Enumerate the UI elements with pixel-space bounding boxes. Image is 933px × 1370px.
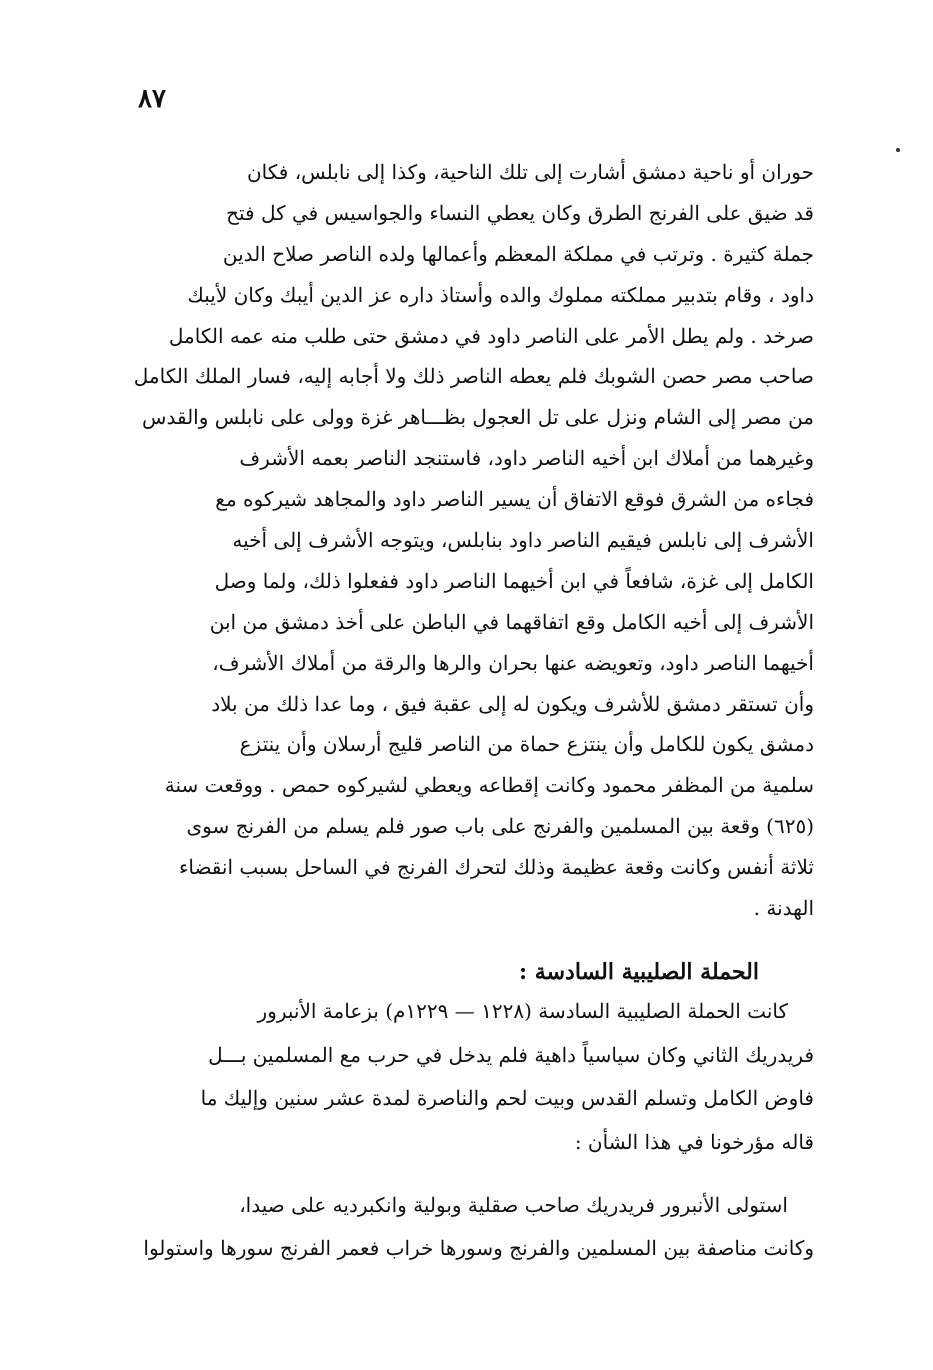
text-line: فجاءه من الشرق فوقع الاتفاق أن يسير الناصر داود والمجاهد شيركوه مع	[215, 487, 814, 512]
text-line: استولى الأنبرور فريدريك صاحب صقلية وبولية وانكبرديه على صيدا،	[239, 1193, 788, 1217]
section-heading: الحملة الصليبية السادسة :	[519, 959, 759, 985]
text-line: (٦٢٥) وقعة بين المسلمين والفرنج على باب صور فلم يسلم من الفرنج سوى	[186, 814, 814, 839]
text-line: قاله مؤرخونا في هذا الشأن :	[574, 1129, 814, 1154]
text-line: الأشرف إلى أخيه الكامل وقع اتفاقهما في الباطن على أخذ دمشق من ابن	[209, 609, 814, 634]
text-line: سلمية من المظفر محمود وكانت إقطاعه ويعطي لشيركوه حمص . ووقعت سنة	[164, 773, 814, 798]
text-line: دمشق يكون للكامل وأن ينتزع حماة من الناصر قليج أرسلان وأن ينتزع	[239, 732, 814, 757]
page-number: ٨٧	[138, 84, 166, 114]
text-line: من مصر إلى الشام ونزل على تل العجول بظـــاهر غزة وولى على نابلس والقدس	[142, 405, 814, 430]
paragraph-3	[128, 1184, 814, 1270]
text-line: قد ضيق على الفرنج الطرق وكان يعطي النساء والجواسيس في كل فتح	[226, 200, 814, 225]
text-line: وغيرهما من أملاك ابن أخيه الناصر داود، فاستنجد الناصر بعمه الأشرف	[239, 446, 814, 471]
text-line: أخيهما الناصر داود، وتعويضه عنها بحران والرها والرقة من أملاك الأشرف،	[212, 650, 814, 675]
text-line: فريدريك الثاني وكان سياسياً داهية فلم يدخل في حرب مع المسلمين بـــل	[208, 1042, 814, 1067]
text-line: وكانت مناصفة بين المسلمين والفرنج وسورها خراب فعمر الفرنج سورها واستولوا	[143, 1236, 814, 1260]
text-line: وأن تستقر دمشق للأشرف ويكون له إلى عقبة فيق ، وما عدا ذلك من بلاد	[211, 691, 814, 716]
paragraph-2	[128, 990, 814, 1164]
text-line: الهدنة .	[753, 896, 814, 921]
text-line: كانت الحملة الصليبية السادسة (١٢٢٨ — ١٢٢٩م) بزعامة الأنبرور	[257, 999, 788, 1023]
text-line: صاحب مصر حصن الشوبك فلم يعطه الناصر ذلك ولا أجابه إليه، فسار الملك الكامل	[133, 364, 814, 389]
text-line: فاوض الكامل وتسلم القدس وبيت لحم والناصرة لمدة عشر سنين وإليك ما	[200, 1086, 814, 1110]
text-line: جملة كثيرة . وترتب في مملكة المعظم وأعمالها ولده الناصر صلاح الدين	[222, 241, 814, 266]
text-line: ثلاثة أنفس وكانت وقعة عظيمة وذلك لتحرك الفرنج في الساحل بسبب انقضاء	[178, 855, 814, 880]
print-speck	[896, 148, 900, 152]
text-line: حوران أو ناحية دمشق أشارت إلى تلك الناحية، وكذا إلى نابلس، فكان	[246, 160, 814, 184]
text-line: صرخد . ولم يطل الأمر على الناصر داود في دمشق حتى طلب منه عمه الكامل	[168, 323, 814, 348]
text-line: الأشرف إلى نابلس فيقيم الناصر داود بنابلس، ويتوجه الأشرف إلى أخيه	[232, 528, 814, 553]
text-line: الكامل إلى غزة، شافعاً في ابن أخيهما الناصر داود ففعلوا ذلك، ولما وصل	[214, 568, 814, 593]
text-line: داود ، وقام بتدبير مملكته مملوك والده وأستاذ داره عز الدين أيبك وكان لأيبك	[187, 282, 814, 307]
paragraph-1	[128, 152, 814, 929]
